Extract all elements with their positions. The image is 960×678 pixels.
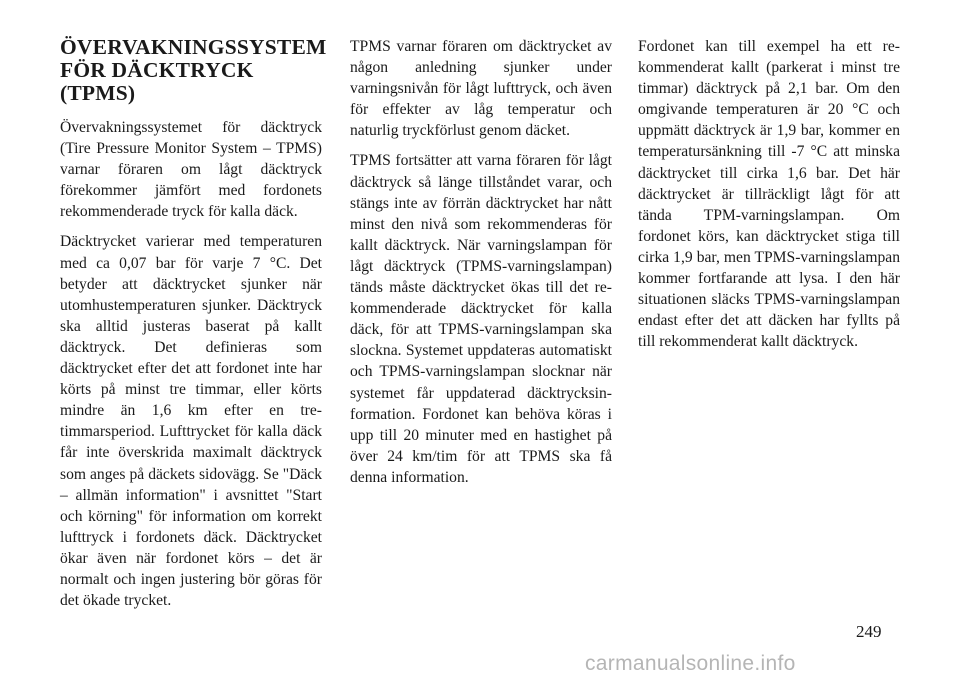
watermark: carmanualsonline.info (585, 652, 796, 675)
paragraph-warning: TPMS varnar föraren om däcktrycket av någon anledning sjunker under varningsnivån för lågt lufttryck, och även för effekter av låg temperatur och naturlig tryckförlust genom däcket. (350, 38, 612, 140)
paragraph-example: Fordonet kan till exempel ha ett rekommenderat kallt (parkerat i minst tre timmar) däcktryck på 2,1 bar. Om den omgivande temperaturen är 20 °C och uppmätt däcktryck är 1,9 bar, kommer en temperatursänkning till -7 °C att minska däcktrycket till cirka 1,6 bar. Det här däcktrycket är tillräckligt lågt för att tända TPM-varningslampan. Om fordonet körs, kan däcktrycket stiga till cirka 1,9 bar, men TPMS-varningslampan kommer fortfarande att lysa. I den här situationen släcks TPMS-varningslampan endast efter det att däcken har fyllts på till rekommenderat kallt däcktryck. (638, 38, 900, 351)
section-heading (60, 35, 327, 105)
heading-line-2: FÖR DÄCKTRYCK (60, 58, 254, 82)
column-right (638, 36, 900, 361)
page-number: 249 (856, 622, 882, 641)
heading-line-1: ÖVERVAKNINGSSYSTEM (60, 35, 327, 59)
paragraph-temperature: Däcktrycket varierar med temperaturen med ca 0,07 bar för varje 7 °C. Det betyder att däcktrycket sjunker när utomhustemperaturen sjunker. Däcktryck ska alltid justeras baserat på kallt däcktryck. Det definieras som däcktrycket efter det att fordonet inte har körts på minst tre timmar, eller körts mindre än 1,6 km efter en tretimmarsperiod. Lufttrycket för kalla däck får inte överskrida maximalt däcktryck som anges på däckets sidovägg. Se "Däck – allmän information" i avsnittet "Start och körning" för information om korrekt lufttryck i fordonets däck. Däcktrycket ökar även när fordonet körs – det är normalt och ingen justering bör göras för det ökade trycket. (60, 233, 322, 610)
column-middle (350, 36, 612, 497)
column-left (60, 35, 327, 620)
paragraph-intro: Övervakningssystemet för däcktryck (Tire Pressure Monitor System – TPMS) varnar föraren om lågt däcktryck förekommer jämfört med fordonets rekommenderade tryck för kalla däck. (60, 119, 322, 221)
paragraph-warning-duration: TPMS fortsätter att varna föraren för lågt däcktryck så länge tillståndet varar, och stängs inte av förrän däcktrycket har nått minst den nivå som rekommenderas för kallt däcktryck. När varningslampan för lågt däcktryck (TPMS-varningslampan) tänds måste däcktrycket ökas till det rekommenderade däcktrycket för kalla däck, för att TPMS-varningslampan ska slockna. Systemet uppdateras automatiskt och TPMS-varningslampan slocknar när systemet får uppdaterad däcktrycksinformation. Fordonet kan behöva köras i upp till 20 minuter med en hastighet på över 24 km/tim för att TPMS ska få denna information. (350, 152, 612, 486)
heading-line-3: (TPMS) (60, 81, 136, 105)
